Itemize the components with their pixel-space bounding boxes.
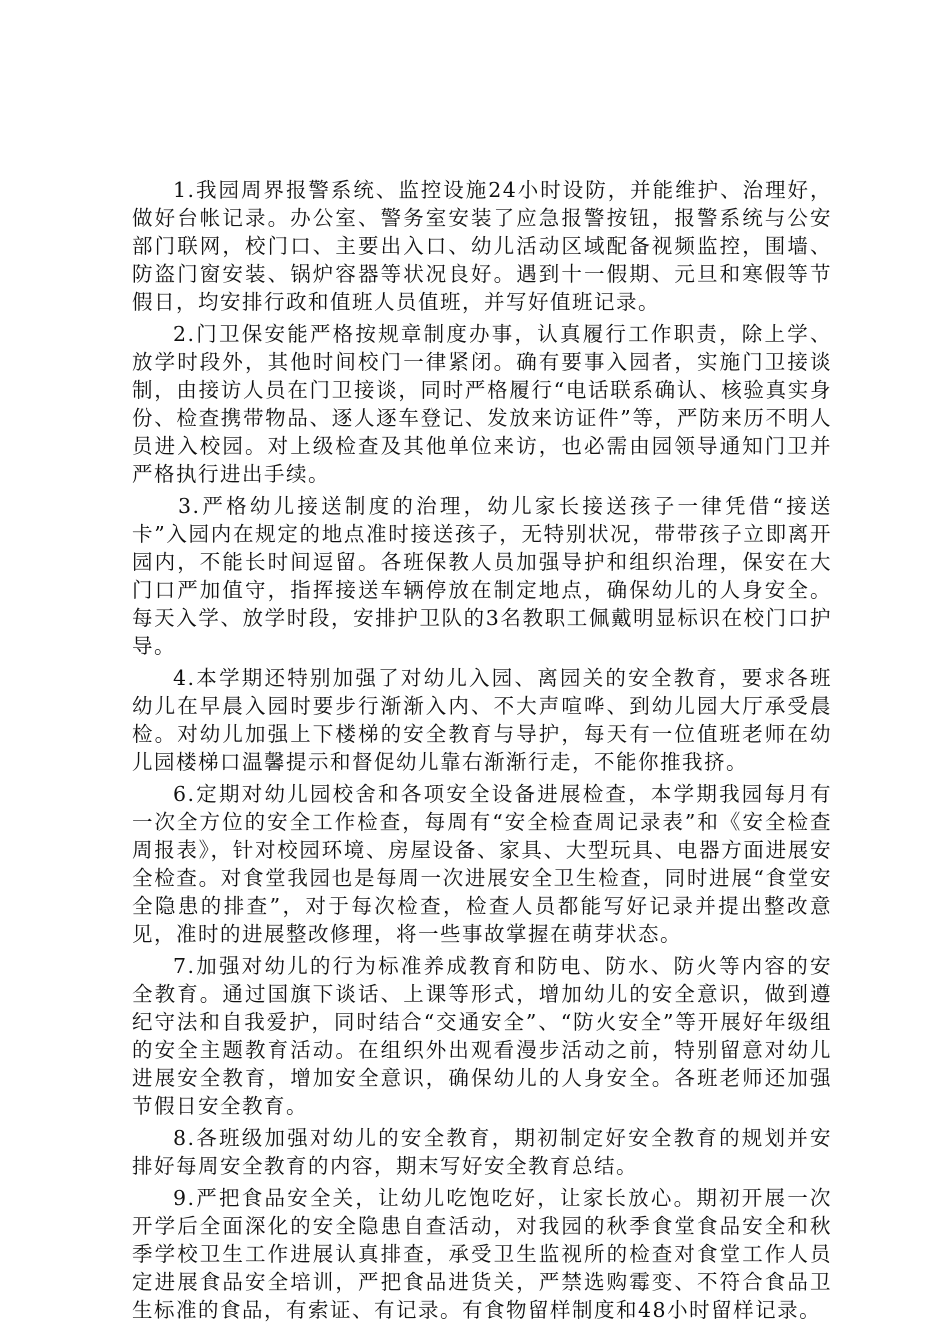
paragraph-8: 8.各班级加强对幼儿的安全教育，期初制定好安全教育的规划并安排好每周安全教育的内容，期末写好安全教育总结。 bbox=[132, 1126, 832, 1178]
paragraph-3: 3.严格幼儿接送制度的治理，幼儿家长接送孩子一律凭借“接送卡”入园内在规定的地点准时接送孩子，无特别状况，带带孩子立即离开园内，不能长时间逗留。各班保教人员加强导护和组织治理，保安在大门口严加值守，指挥接送车辆停放在制定地点，确保幼儿的人身安全。每天入学、放学时段，安排护卫队的3名教职工佩戴明显标识在校门口护导。 bbox=[132, 494, 832, 658]
document-body bbox=[132, 176, 832, 1328]
paragraph-4: 4.本学期还特别加强了对幼儿入园、离园关的安全教育，要求各班幼儿在早晨入园时要步行渐渐入内、不大声喧哗、到幼儿园大厅承受晨检。对幼儿加强上下楼梯的安全教育与导护，每天有一位值班老师在幼儿园楼梯口温馨提示和督促幼儿靠右渐渐行走，不能你推我挤。 bbox=[132, 666, 832, 774]
paragraph-6: 6.定期对幼儿园校舍和各项安全设备进展检查，本学期我园每月有一次全方位的安全工作检查，每周有“安全检查周记录表”和《安全检查周报表》，针对校园环境、房屋设备、家具、大型玩具、电器方面进展安全检查。对食堂我园也是每周一次进展安全卫生检查，同时进展“食堂安全隐患的排查”，对于每次检查，检查人员都能写好记录并提出整改意见，准时的进展整改修理，将一些事故掌握在萌芽状态。 bbox=[132, 782, 832, 946]
paragraph-2: 2.门卫保安能严格按规章制度办事，认真履行工作职责，除上学、放学时段外，其他时间校门一律紧闭。确有要事入园者，实施门卫接谈制，由接访人员在门卫接谈，同时严格履行“电话联系确认、核验真实身份、检查携带物品、逐人逐车登记、发放来访证件”等，严防来历不明人员进入校园。对上级检查及其他单位来访，也必需由园领导通知门卫并严格执行进出手续。 bbox=[132, 322, 832, 486]
paragraph-9: 9.严把食品安全关，让幼儿吃饱吃好，让家长放心。期初开展一次开学后全面深化的安全隐患自查活动，对我园的秋季食堂食品安全和秋季学校卫生工作进展认真排查，承受卫生监视所的检查对食堂工作人员定进展食品安全培训，严把食品进货关，严禁选购霉变、不符合食品卫生标准的食品，有索证、有记录。有食物留样制度和48小时留样记录。 bbox=[132, 1186, 832, 1322]
paragraph-1: 1.我园周界报警系统、监控设施24小时设防，并能维护、治理好，做好台帐记录。办公室、警务室安装了应急报警按钮，报警系统与公安部门联网，校门口、主要出入口、幼儿活动区域配备视频监控，围墙、防盗门窗安装、锅炉容器等状况良好。遇到十一假期、元旦和寒假等节假日，均安排行政和值班人员值班，并写好值班记录。 bbox=[132, 178, 832, 314]
paragraph-7: 7.加强对幼儿的行为标准养成教育和防电、防水、防火等内容的安全教育。通过国旗下谈话、上课等形式，增加幼儿的安全意识，做到遵纪守法和自我爱护，同时结合“交通安全”、“防火安全”等开展好年级组的安全主题教育活动。在组织外出观看漫步活动之前，特别留意对幼儿进展安全教育，增加安全意识，确保幼儿的人身安全。各班老师还加强节假日安全教育。 bbox=[132, 954, 832, 1118]
